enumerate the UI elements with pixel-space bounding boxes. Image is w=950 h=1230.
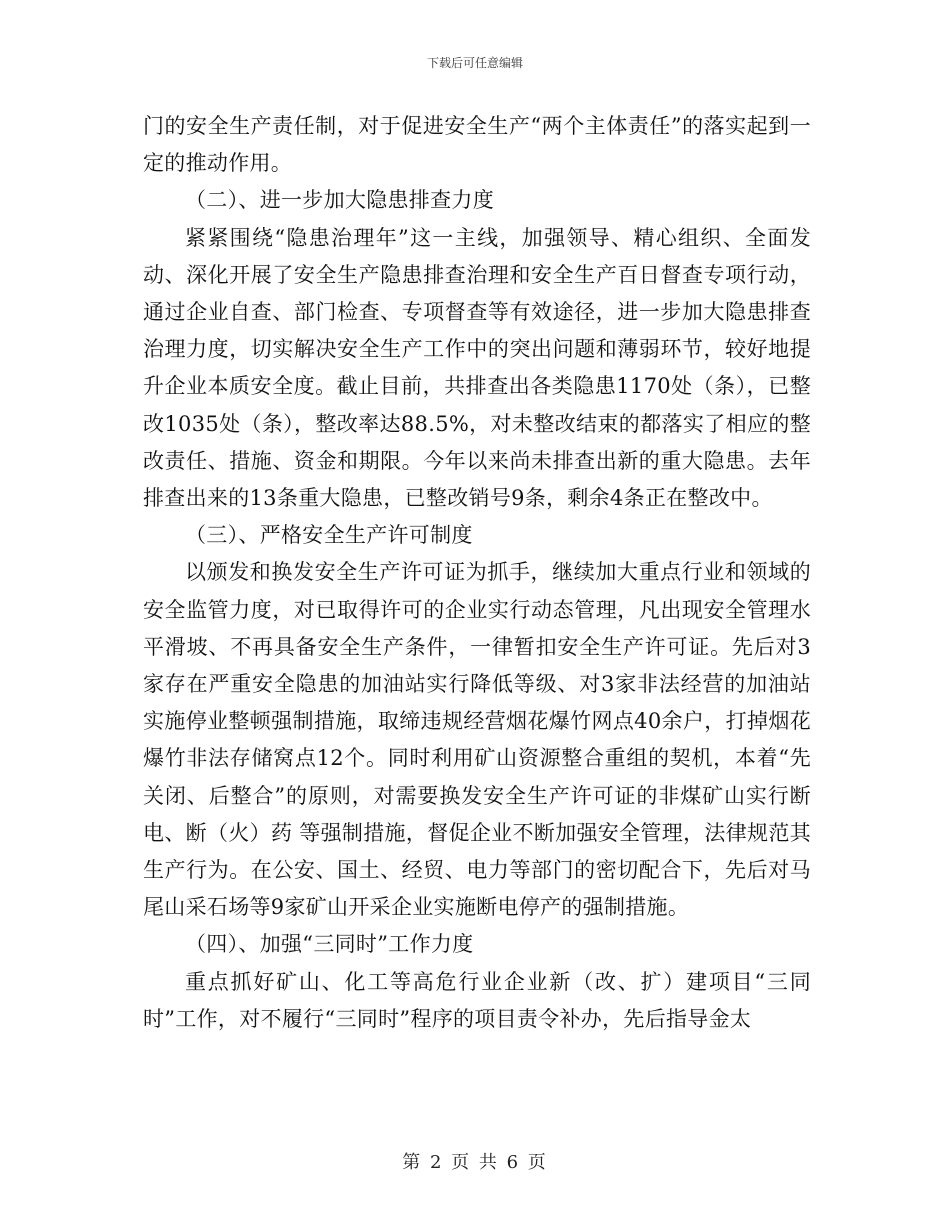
paragraph-hazard-inspection: 紧紧围绕“隐患治理年”这一主线，加强领导、精心组织、全面发动、深化开展了安全生产隐患排查治理和安全生产百日督查专项行动，通过企业自查、部门检查、专项督查等有效途径，进一步加大隐患排查治理力度，切实解决安全生产工作中的突出问题和薄弱环节，较好地提升企业本质安全度。截止目前，共排查出各类隐患1170处（条），已整改1035处（条），整改率达88.5%，对未整改结束的都落实了相应的整改责任、措施、资金和期限。今年以来尚未排查出新的重大隐患。去年排查出来的13条重大隐患，已整改销号9条，剩余4条正在整改中。	[143, 225, 811, 511]
section-heading-3: （三）、严格安全生产许可制度	[185, 523, 473, 548]
document-body	[143, 108, 811, 1038]
section-heading-4: （四）、加强“三同时”工作力度	[185, 932, 474, 957]
paragraph-continuation: 门的安全生产责任制，对于促进安全生产“两个主体责任”的落实起到一定的推动作用。	[143, 114, 811, 176]
page-header: 下载后可任意编辑	[426, 56, 523, 70]
paragraph-three-simultaneous: 重点抓好矿山、化工等高危行业企业新（改、扩）建项目“三同时”工作，对不履行“三同时”程序的项目责令补办，先后指导金太	[143, 969, 811, 1031]
page-footer: 第 2 页 共 6 页	[402, 1152, 548, 1173]
paragraph-safety-license: 以颁发和换发安全生产许可证为抓手，继续加大重点行业和领域的安全监管力度，对已取得许可的企业实行动态管理，凡出现安全管理水平滑坡、不再具备安全生产条件，一律暂扣安全生产许可证。先后对3家存在严重安全隐患的加油站实行降低等级、对3家非法经营的加油站实施停业整顿强制措施，取缔违规经营烟花爆竹网点40余户，打掉烟花爆竹非法存储窝点12个。同时利用矿山资源整合重组的契机，本着“先关闭、后整合”的原则，对需要换发安全生产许可证的非煤矿山实行断电、断（火）药 等强制措施，督促企业不断加强安全管理，法律规范其生产行为。在公安、国土、经贸、电力等部门的密切配合下，先后对马尾山采石场等9家矿山开采企业实施断电停产的强制措施。	[143, 560, 811, 920]
section-heading-2: （二）、进一步加大隐患排查力度	[185, 188, 494, 213]
